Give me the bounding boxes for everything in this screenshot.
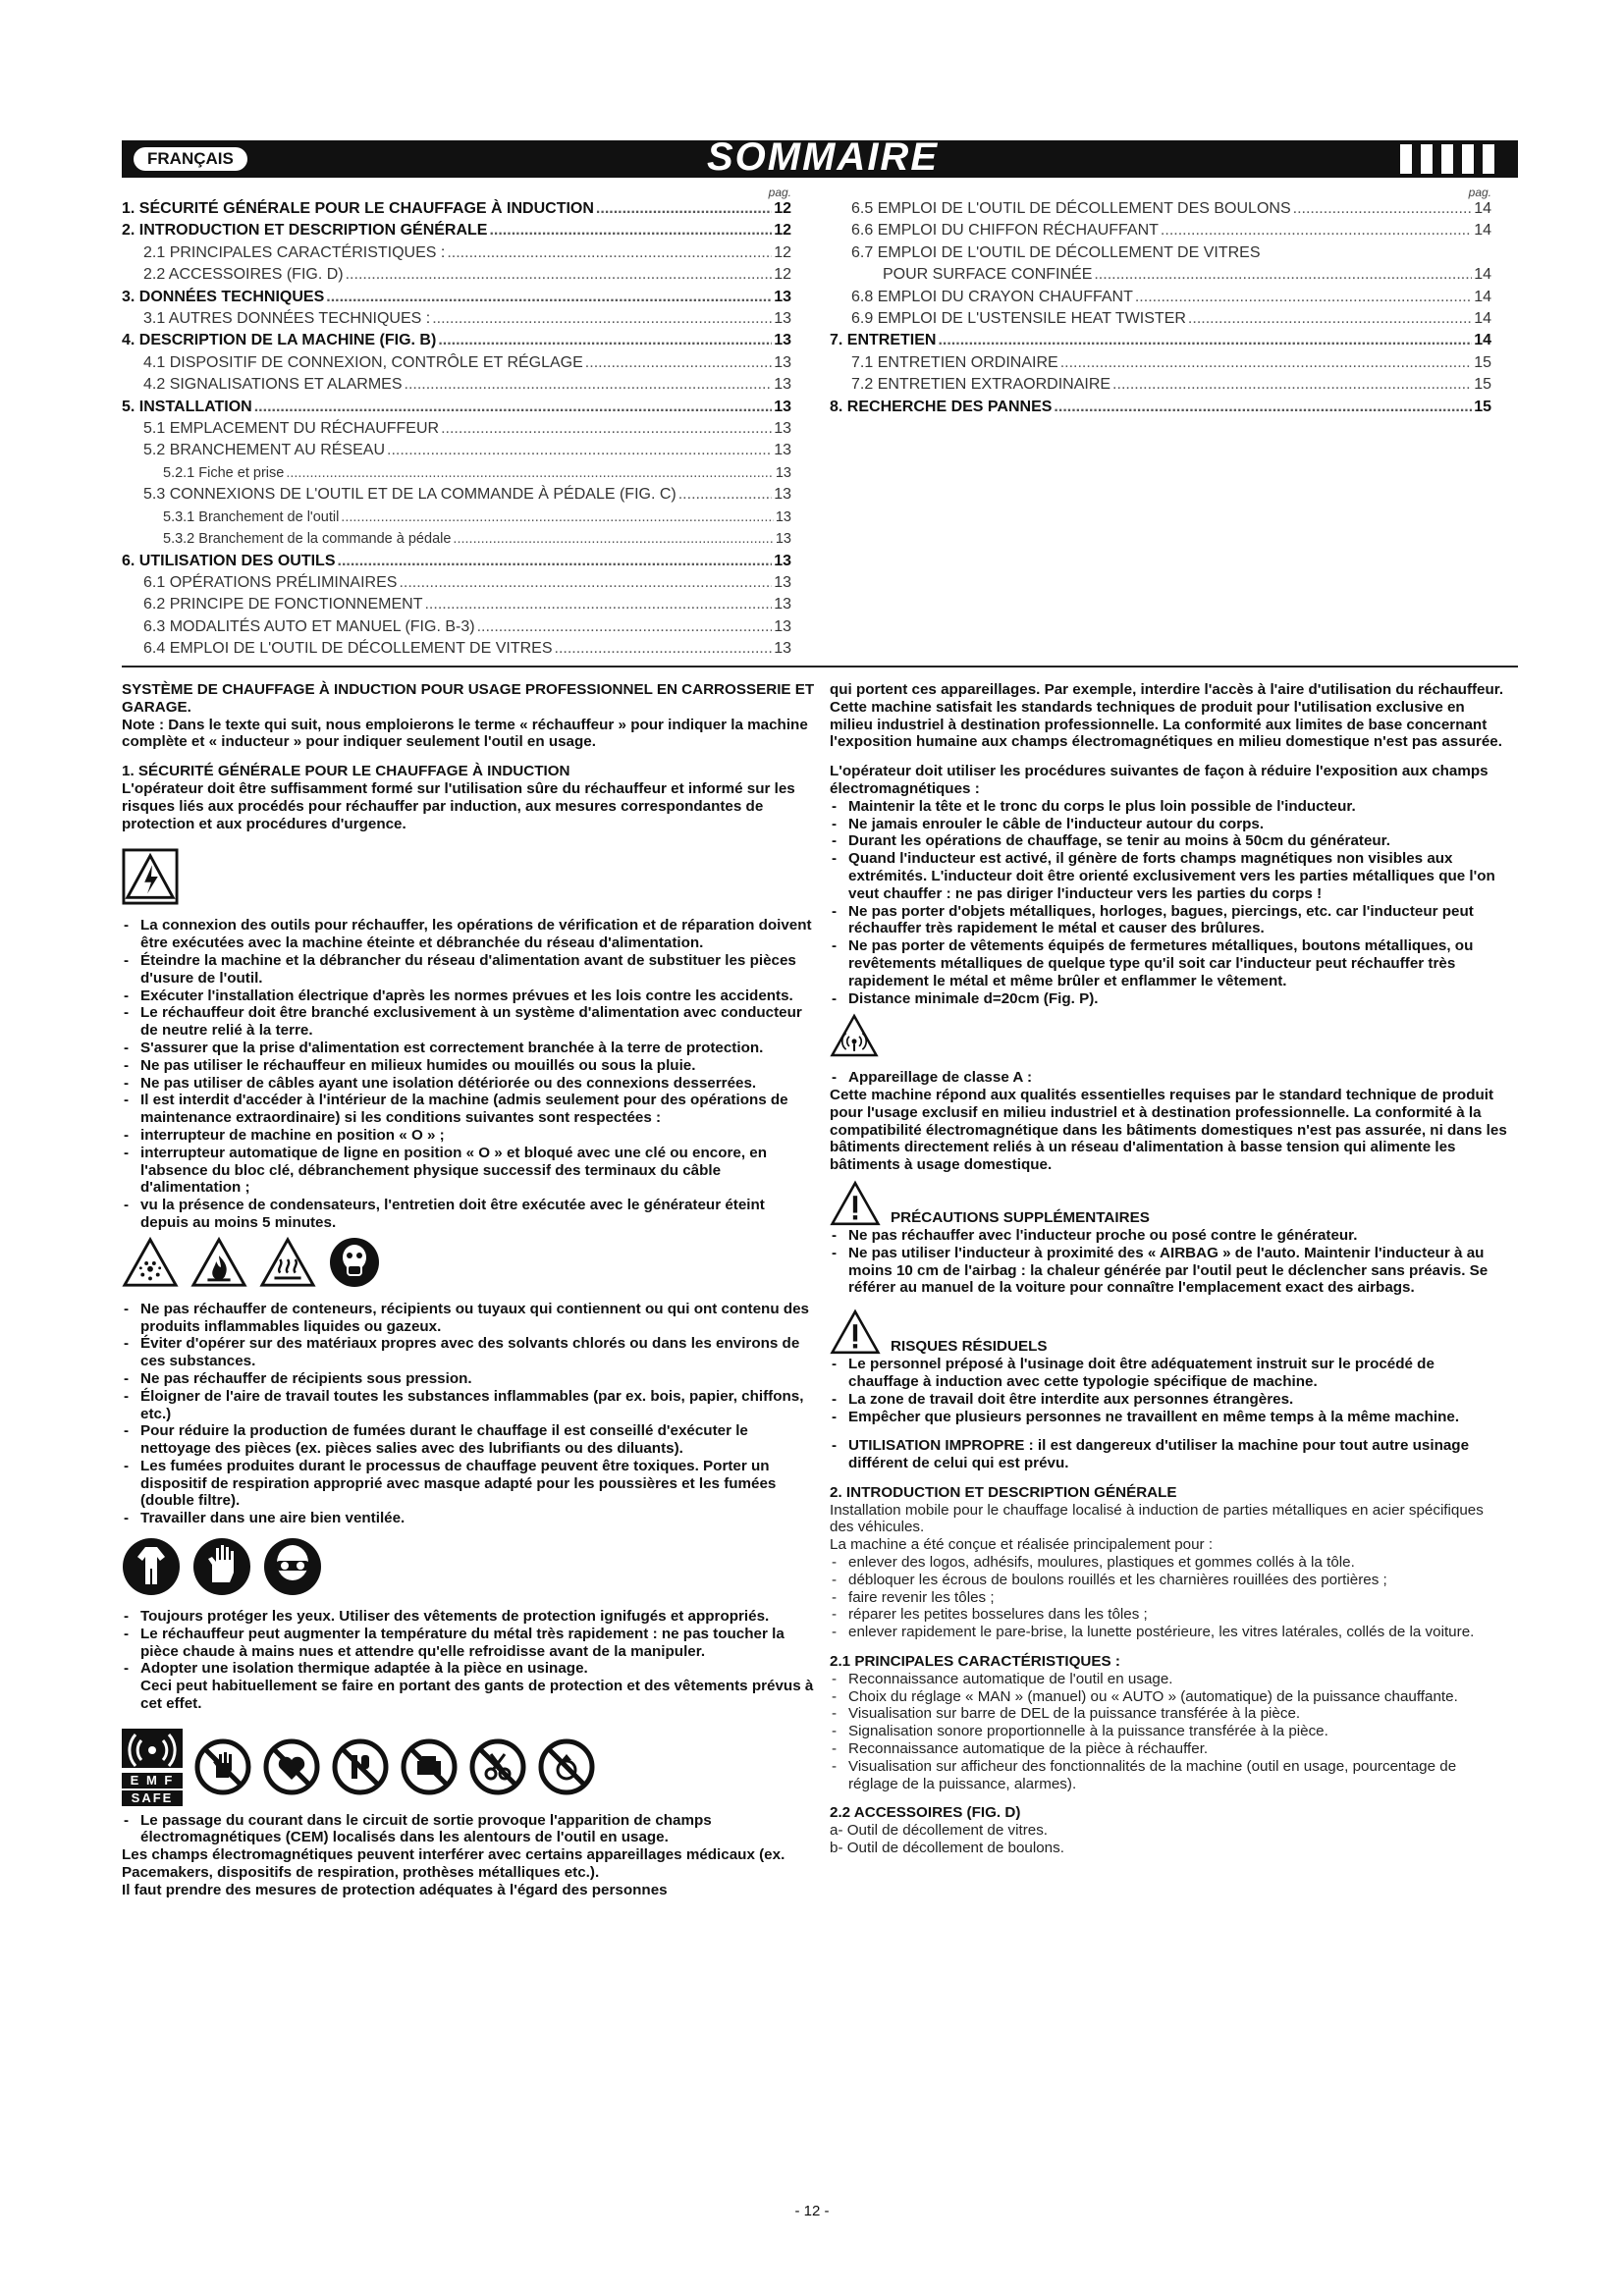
list-item: - S'assurer que la prise d'alimentation est correctement branchée à la terre de protection.: [122, 1040, 815, 1057]
list-item: - Reconnaissance automatique de l'outil en usage.: [830, 1671, 1507, 1688]
risks-header: [830, 1308, 1507, 1356]
emf-paragraph: Les champs électromagnétiques peuvent interférer avec certains appareillages médicaux (ex. Pacemakers, dispositifs de respiration, prothèses métalliques etc.).: [122, 1846, 785, 1882]
toc-entry-page: 12: [774, 266, 791, 284]
toc-entry: [122, 330, 791, 351]
toc-leader-dots: [286, 462, 774, 484]
toc-entry: [122, 198, 791, 220]
fire-fume-warning-icons: [122, 1236, 815, 1289]
header-decoration: [1400, 144, 1494, 174]
toc-entry-page: 14: [1474, 310, 1491, 328]
list-item: - Exécuter l'installation électrique d'après les normes prévues et les lois contre les accidents.: [122, 988, 815, 1005]
toc-entry-label: 2. INTRODUCTION ET DESCRIPTION GÉNÉRALE: [122, 222, 488, 240]
toc-leader-dots: [1188, 308, 1472, 330]
toc-entry-page: 13: [775, 531, 791, 548]
toc-leader-dots: [387, 440, 772, 461]
goggles-icon: [263, 1537, 322, 1596]
toc-entry: [122, 440, 791, 461]
toc-leader-dots: [432, 308, 772, 330]
toc-entry-label: 6.4 EMPLOI DE L'OUTIL DE DÉCOLLEMENT DE VITRES: [143, 640, 553, 658]
list-item: - Visualisation sur barre de DEL de la puissance transférée à la pièce.: [830, 1705, 1507, 1723]
warning-icon: [830, 1308, 881, 1356]
toc-entry-page: 13: [774, 376, 791, 394]
residual-risks-list: [830, 1356, 1507, 1425]
toc-entry-page: 13: [774, 398, 791, 415]
toc-entry-page: 12: [774, 200, 791, 217]
precautions-heading: PRÉCAUTIONS SUPPLÉMENTAIRES: [891, 1209, 1150, 1227]
toc-entry-label: 4. DESCRIPTION DE LA MACHINE (FIG. B): [122, 332, 437, 349]
toc-leader-dots: [338, 551, 773, 572]
list-item: a- Outil de décollement de vitres.: [830, 1822, 1049, 1840]
toc-entry-label: 7.1 ENTRETIEN ORDINAIRE: [851, 353, 1058, 371]
toc-entry-label: 5.3 CONNEXIONS DE L'OUTIL ET DE LA COMMANDE À PÉDALE (FIG. C): [143, 486, 677, 504]
toc-entry-label: 4.2 SIGNALISATIONS ET ALARMES: [143, 376, 403, 394]
toc-entry: [830, 330, 1491, 351]
toc-entry: [830, 264, 1491, 286]
toc-entry-label: 2.2 ACCESSOIRES (FIG. D): [143, 266, 344, 284]
warning-icon: [830, 1180, 881, 1227]
toc-entry-label: 5.3.1 Branchement de l'outil: [163, 508, 340, 525]
no-watch-icon: [401, 1738, 458, 1795]
toc-entry: [122, 308, 791, 330]
toc-entry: [830, 287, 1491, 308]
section-divider: [122, 666, 1518, 667]
toc-entry: [830, 308, 1491, 330]
toc-entry: [122, 484, 791, 506]
emf-safe-icon: [122, 1729, 183, 1806]
page-number: - 12 -: [794, 2203, 830, 2219]
toc-entry-label: 6.2 PRINCIPE DE FONCTIONNEMENT: [143, 596, 423, 614]
toc-entry-page: 12: [774, 243, 791, 261]
toc-entry: [122, 264, 791, 286]
toc-entry-page: 14: [1474, 288, 1491, 305]
toc-leader-dots: [1161, 220, 1472, 241]
list-item: - Ne pas réchauffer de récipients sous pression.: [122, 1370, 815, 1388]
standard-paragraph: Cette machine satisfait les standards techniques de produit pour l'utilisation exclusive en milieu industriel à destination professionnelle. La conformité aux limites de base concernant l'exposition humaine aux champs électromagnétiques en milieu domestique n'est pas assurée.: [830, 698, 1502, 751]
toc-leader-dots: [477, 616, 773, 638]
list-item: - Distance minimale d=20cm (Fig. P).: [830, 990, 1507, 1008]
list-item: - faire revenir les tôles ;: [830, 1589, 1507, 1607]
list-item: - Travailler dans une aire bien ventilée.: [122, 1510, 815, 1527]
list-item: - Reconnaissance automatique de la pièce à réchauffer.: [830, 1740, 1507, 1758]
toc-entry-label: 7. ENTRETIEN: [830, 332, 937, 349]
toc-entry: [122, 594, 791, 615]
toc-leader-dots: [254, 397, 772, 418]
toc-entry-page: 14: [1474, 266, 1491, 284]
list-item: - Toujours protéger les yeux. Utiliser des vêtements de protection ignifugés et appropriés.: [122, 1608, 815, 1626]
section-1-heading: 1. SÉCURITÉ GÉNÉRALE POUR LE CHAUFFAGE À INDUCTION: [122, 763, 570, 780]
toc-leader-dots: [441, 418, 772, 440]
toc-leader-dots: [341, 507, 774, 528]
no-touch-icon: [194, 1738, 251, 1795]
section-2-1-heading: 2.1 PRINCIPALES CARACTÉRISTIQUES :: [830, 1653, 1120, 1671]
list-item: - Ne pas réchauffer de conteneurs, récipients ou tuyaux qui contiennent ou qui ont contenu des produits inflammables liquides ou gazeux.: [122, 1301, 815, 1336]
toc-entry: [830, 220, 1491, 241]
toc-entry-label: 2.1 PRINCIPALES CARACTÉRISTIQUES :: [143, 243, 446, 261]
section-2-list: [830, 1554, 1507, 1641]
list-item: - Quand l'inducteur est activé, il génère de forts champs magnétiques non visibles aux extrémités. L'inducteur doit être orienté exclusivement vers les parties métalliques que l'on veut chauffer : ne pas diriger l'inducteur vers les parties du corps !: [830, 850, 1507, 902]
toc-entry: [122, 616, 791, 638]
no-pacemaker-icon: [263, 1738, 320, 1795]
toc-leader-dots: [938, 330, 1472, 351]
list-item: - Les fumées produites durant le processus de chauffage peuvent être toxiques. Porter un dispositif de respiration approprié avec masque adapté pour les poussières et les fumées (double filtre).: [122, 1458, 815, 1510]
respirator-mask-icon: [328, 1236, 381, 1289]
toc-entry-page: 13: [774, 353, 791, 371]
toc-entry-page: 13: [774, 552, 791, 569]
section-2-heading: 2. INTRODUCTION ET DESCRIPTION GÉNÉRALE: [830, 1483, 1177, 1501]
toc-entry-label: 6.5 EMPLOI DE L'OUTIL DE DÉCOLLEMENT DES BOULONS: [851, 200, 1291, 217]
toc-leader-dots: [1054, 397, 1472, 418]
section-2-text-2: La machine a été conçue et réalisée principalement pour :: [830, 1536, 1214, 1554]
toc-entry-label: 6.6 EMPLOI DU CHIFFON RÉCHAUFFANT: [851, 222, 1159, 240]
toc-entry-label: 5.2.1 Fiche et prise: [163, 464, 285, 481]
toc-entry: [122, 638, 791, 660]
toc-entry-page: 13: [774, 486, 791, 504]
toc-entry-label: 6.3 MODALITÉS AUTO ET MANUEL (FIG. B-3): [143, 617, 475, 635]
list-item: - Le passage du courant dans le circuit de sortie provoque l'apparition de champs électromagnétiques (CEM) localisés dans les alentours de l'outil en usage.: [122, 1812, 815, 1847]
list-item: - Ne pas utiliser le réchauffeur en milieux humides ou mouillés ou sous la pluie.: [122, 1057, 815, 1075]
list-item: - Le réchauffeur doit être branché exclusivement à un système d'alimentation avec conducteur de neutre relié à la terre.: [122, 1004, 815, 1040]
list-item: - interrupteur automatique de ligne en position « O » et bloqué avec une clé ou encore, en l'absence du bloc clé, débranchement physique successif des terminaux du câble d'alimentation ;: [122, 1145, 815, 1197]
section-2-text: Installation mobile pour le chauffage localisé à induction de parties métalliques en acier spécifiques des véhicules.: [830, 1501, 1484, 1536]
list-item: - Adopter une isolation thermique adaptée à la pièce en usinage.: [122, 1660, 815, 1678]
toc-leader-dots: [438, 330, 772, 351]
toc-leader-dots: [489, 220, 772, 241]
toc-leader-dots: [405, 374, 773, 396]
toc-entry-label: 6.8 EMPLOI DU CRAYON CHAUFFANT: [851, 288, 1133, 305]
toc-entry: [122, 572, 791, 594]
list-item: - La zone de travail doit être interdite aux personnes étrangères.: [830, 1391, 1507, 1409]
toc-entry: [122, 528, 791, 550]
list-item: - Ne jamais enrouler le câble de l'inducteur autour du corps.: [830, 816, 1507, 833]
electric-shock-icon: [122, 848, 179, 905]
flammable-icon: [190, 1236, 247, 1289]
toc-entry: [122, 374, 791, 396]
toc-entry-page: 15: [1474, 376, 1491, 394]
toc-leader-dots: [585, 352, 772, 374]
toc-leader-dots: [596, 198, 772, 220]
no-metal-implant-icon: [332, 1738, 389, 1795]
toc-entry-label: 5. INSTALLATION: [122, 398, 252, 415]
class-a-paragraph: Cette machine répond aux qualités essentielles requises par le standard technique de produit pour l'usage exclusif en milieu industriel et à destination professionnelle. La conformité à la compatibilité électromagnétique dans les bâtiments domestiques n'est pas assurée, ni dans les bâtiments directement reliés à un réseau d'alimentation à basse tension qui alimente les bâtiments à usage domestique.: [830, 1086, 1507, 1174]
toc-entry-page: 14: [1474, 332, 1491, 349]
toc-entry-label: 4.1 DISPOSITIF DE CONNEXION, CONTRÔLE ET RÉGLAGE: [143, 353, 583, 371]
list-item: - débloquer les écrous de boulons rouillés et les charnières rouillées des portières ;: [830, 1572, 1507, 1589]
list-item: - Empêcher que plusieurs personnes ne travaillent en même temps à la même machine.: [830, 1409, 1507, 1426]
toc-entry: [830, 242, 1491, 264]
toc-entry-label: 3.1 AUTRES DONNÉES TECHNIQUES :: [143, 310, 431, 328]
note-paragraph: Note : Dans le texte qui suit, nous emploierons le terme « réchauffeur » pour indiquer la machine complète et « inducteur » pour indiquer seulement l'outil en usage.: [122, 716, 808, 751]
toc-leader-dots: [555, 638, 773, 660]
list-item: - Éviter d'opérer sur des matériaux propres avec des solvants chlorés ou dans les environs de ces substances.: [122, 1335, 815, 1370]
toc-entry-label: 6.1 OPÉRATIONS PRÉLIMINAIRES: [143, 573, 398, 591]
list-item: - enlever des logos, adhésifs, moulures, plastiques et gommes collés à la tôle.: [830, 1554, 1507, 1572]
left-column: [122, 681, 815, 1899]
toc-entry-page: 13: [774, 617, 791, 635]
list-item: - Ne pas réchauffer avec l'inducteur proche ou posé contre le générateur.: [830, 1227, 1507, 1245]
toc-entry: [830, 198, 1491, 220]
toc-pag-label: pag.: [1468, 186, 1491, 199]
toc-entry-page: 13: [774, 288, 791, 305]
toc-entry: [830, 374, 1491, 396]
electric-safety-list: [122, 917, 815, 1231]
operator-paragraph: L'opérateur doit utiliser les procédures suivantes de façon à réduire l'exposition aux champs électromagnétiques :: [830, 763, 1489, 797]
toc-entry-label: 6.9 EMPLOI DE L'USTENSILE HEAT TWISTER: [851, 310, 1186, 328]
toc-entry-page: 13: [774, 640, 791, 658]
toc-leader-dots: [326, 287, 772, 308]
section-2-2-heading: 2.2 ACCESSOIRES (FIG. D): [830, 1804, 1021, 1822]
toc-leader-dots: [1094, 264, 1472, 286]
list-item: - vu la présence de condensateurs, l'entretien doit être exécutée avec le générateur éteint depuis au moins 5 minutes.: [122, 1197, 815, 1232]
protective-suit-icon: [122, 1537, 181, 1596]
toc-left: [122, 187, 791, 661]
toc-entry-label: 1. SÉCURITÉ GÉNÉRALE POUR LE CHAUFFAGE À INDUCTION: [122, 200, 594, 217]
toc-entry-page: 14: [1474, 200, 1491, 217]
explosion-icon: [122, 1236, 179, 1289]
no-jewellery-icon: [538, 1738, 595, 1795]
toc-entry-page: 13: [774, 596, 791, 614]
page-title: SOMMAIRE: [707, 135, 939, 179]
precautions-list: [830, 1227, 1507, 1297]
electric-warning-icons: [122, 848, 815, 905]
ppe-list: [122, 1608, 815, 1678]
toc-pag-label: pag.: [768, 186, 791, 199]
emf-list: [122, 1812, 815, 1847]
toc-entry-page: 13: [774, 420, 791, 438]
list-item: - Pour réduire la production de fumées durant le chauffage il est conseillé d'exécuter le nettoyage des pièces (ex. pièces salies avec des lubrifiants ou des diluants).: [122, 1422, 815, 1458]
toc-entry: [122, 287, 791, 308]
precautions-header: [830, 1180, 1507, 1227]
toc-entry-label: 6. UTILISATION DES OUTILS: [122, 552, 336, 569]
fire-safety-list: [122, 1301, 815, 1527]
list-item: - Le réchauffeur peut augmenter la température du métal très rapidement : ne pas toucher la pièce chaude à mains nues et attendre qu'elle refroidisse avant de la manipuler.: [122, 1626, 815, 1661]
toc-entry: [122, 507, 791, 528]
list-item: - réparer les petites bosselures dans les tôles ;: [830, 1606, 1507, 1624]
toc-entry: [122, 551, 791, 572]
list-item: b- Outil de décollement de boulons.: [830, 1840, 1064, 1857]
ppe-icons: [122, 1537, 815, 1596]
toc-entry-page: 13: [774, 573, 791, 591]
toc-leader-dots: [1293, 198, 1473, 220]
gloves-icon: [192, 1537, 251, 1596]
toc-leader-dots: [1112, 374, 1472, 396]
toc-entry-page: 14: [1474, 222, 1491, 240]
list-item: - La connexion des outils pour réchauffer, les opérations de vérification et de réparation doivent être exécutées avec la machine éteinte et débranchée du réseau d'alimentation.: [122, 917, 815, 952]
toc-leader-dots: [1060, 352, 1473, 374]
toc-entry: [830, 397, 1491, 418]
toc-entry-page: 13: [774, 332, 791, 349]
misuse-item: - UTILISATION IMPROPRE : il est dangereux d'utiliser la machine pour tout autre usinage différent de celui qui est prévu.: [830, 1437, 1507, 1472]
hot-surface-icon: [259, 1236, 316, 1289]
safe-label: SAFE: [122, 1790, 183, 1806]
list-item: - Ne pas utiliser l'inducteur à proximité des « AIRBAG » de l'auto. Maintenir l'inducteur à au moins 10 cm de l'airbag : la chaleur générée par l'outil peut le déclencher sans préavis. Se référer au manuel de la voiture pour connaître l'emplacement exact des airbags.: [830, 1245, 1507, 1297]
emf-paragraph-2: Il faut prendre des mesures de protection adéquates à l'égard des personnes: [122, 1881, 668, 1898]
document-title: SYSTÈME DE CHAUFFAGE À INDUCTION POUR USAGE PROFESSIONNEL EN CARROSSERIE ET GARAGE.: [122, 681, 815, 716]
no-metal-tools-icon: [469, 1738, 526, 1795]
risks-heading: RISQUES RÉSIDUELS: [891, 1338, 1048, 1356]
list-item: - Choix du réglage « MAN » (manuel) ou « AUTO » (automatique) de la puissance chauffante.: [830, 1688, 1507, 1706]
continued-paragraph: qui portent ces appareillages. Par exemple, interdire l'accès à l'aire d'utilisation du réchauffeur.: [830, 681, 1504, 698]
toc-leader-dots: [447, 242, 772, 264]
section-1-intro: L'opérateur doit être suffisamment formé sur l'utilisation sûre du réchauffeur et informé sur les risques liés aux procédés pour réchauffer par induction, aux mesures correspondantes de protection et aux procédures d'urgence.: [122, 779, 795, 832]
toc-entry-page: 15: [1474, 353, 1491, 371]
emf-prohibition-icons: [122, 1729, 815, 1806]
list-item: - Ne pas porter d'objets métalliques, horloges, bagues, piercings, etc. car l'inducteur peut réchauffer très rapidement le métal et causer des brûlures.: [830, 903, 1507, 938]
section-2-2-list: [830, 1822, 1507, 1857]
list-item: - interrupteur de machine en position « O » ;: [122, 1127, 815, 1145]
list-item: - Durant les opérations de chauffage, se tenir au moins à 50cm du générateur.: [830, 832, 1507, 850]
toc-entry-label: 7.2 ENTRETIEN EXTRAORDINAIRE: [851, 376, 1111, 394]
list-item: - Ne pas porter de vêtements équipés de fermetures métalliques, boutons métalliques, ou revêtements métalliques de quelque type qu'il soit car l'inducteur peut réchauffer très rapidement le métal et même brûler et enflammer le vêtement.: [830, 937, 1507, 989]
list-item: - Éteindre la machine et la débrancher du réseau d'alimentation avant de substituer les pièces d'usure de l'outil.: [122, 952, 815, 988]
toc-entry-page: 13: [774, 310, 791, 328]
list-item: - Maintenir la tête et le tronc du corps le plus loin possible de l'inducteur.: [830, 798, 1507, 816]
toc-entry: [122, 397, 791, 418]
language-tag: FRANÇAIS: [134, 147, 247, 171]
list-item: - Signalisation sonore proportionnelle à la puissance transférée à la pièce.: [830, 1723, 1507, 1740]
ppe-note: Ceci peut habituellement se faire en portant des gants de protection et des vêtements prévus à cet effet.: [140, 1678, 814, 1713]
toc-entry-label: 3. DONNÉES TECHNIQUES: [122, 288, 325, 305]
toc-entry-label: 6.7 EMPLOI DE L'OUTIL DE DÉCOLLEMENT DE VITRES: [851, 243, 1261, 261]
list-item: - Le personnel préposé à l'usinage doit être adéquatement instruit sur le procédé de chauffage à induction avec cette typologie spécifique de machine.: [830, 1356, 1507, 1391]
emf-label: E M F: [122, 1773, 183, 1789]
toc-entry-label: 5.3.2 Branchement de la commande à pédale: [163, 531, 452, 548]
toc-entry: [122, 418, 791, 440]
toc-leader-dots: [1135, 287, 1472, 308]
list-item: - Éloigner de l'aire de travail toutes les substances inflammables (par ex. bois, papier, chiffons, etc.): [122, 1388, 815, 1423]
class-a-item: - Appareillage de classe A :: [830, 1069, 1507, 1087]
list-item: - Visualisation sur afficheur des fonctionnalités de la machine (outil en usage, pourcentage de réglage de la puissance, alarmes).: [830, 1758, 1507, 1793]
non-ionizing-radiation-icon: [830, 1013, 879, 1058]
emf-procedures-list: [830, 798, 1507, 1008]
toc-entry-page: 12: [774, 222, 791, 240]
toc-right: [830, 187, 1491, 418]
toc-entry-label: POUR SURFACE CONFINÉE: [883, 266, 1093, 284]
toc-entry-page: 13: [775, 508, 791, 525]
list-item: - Ne pas utiliser de câbles ayant une isolation détériorée ou des connexions desserrées.: [122, 1075, 815, 1093]
toc-leader-dots: [453, 528, 773, 550]
toc-entry-page: 13: [775, 464, 791, 481]
list-item: - Il est interdit d'accéder à l'intérieur de la machine (admis seulement pour des opérations de maintenance extraordinaire) si les conditions suivantes sont respectées :: [122, 1092, 815, 1127]
toc-entry: [830, 352, 1491, 374]
toc-leader-dots: [424, 594, 772, 615]
emf-waves-icon: [122, 1729, 183, 1768]
toc-entry-page: 15: [1474, 398, 1491, 415]
toc-leader-dots: [346, 264, 773, 286]
list-item: - enlever rapidement le pare-brise, la lunette postérieure, les vitres latérales, collés de la voiture.: [830, 1624, 1507, 1641]
toc-entry: [122, 352, 791, 374]
toc-leader-dots: [678, 484, 772, 506]
toc-entry: [122, 242, 791, 264]
toc-entry-label: 5.1 EMPLACEMENT DU RÉCHAUFFEUR: [143, 420, 440, 438]
toc-leader-dots: [399, 572, 772, 594]
right-column: [830, 681, 1507, 1857]
toc-entry-label: 5.2 BRANCHEMENT AU RÉSEAU: [143, 442, 385, 459]
toc-entry-label: 8. RECHERCHE DES PANNES: [830, 398, 1053, 415]
section-2-1-list: [830, 1671, 1507, 1793]
toc-entry-page: 13: [774, 442, 791, 459]
toc-entry: [122, 462, 791, 484]
toc-entry: [122, 220, 791, 241]
